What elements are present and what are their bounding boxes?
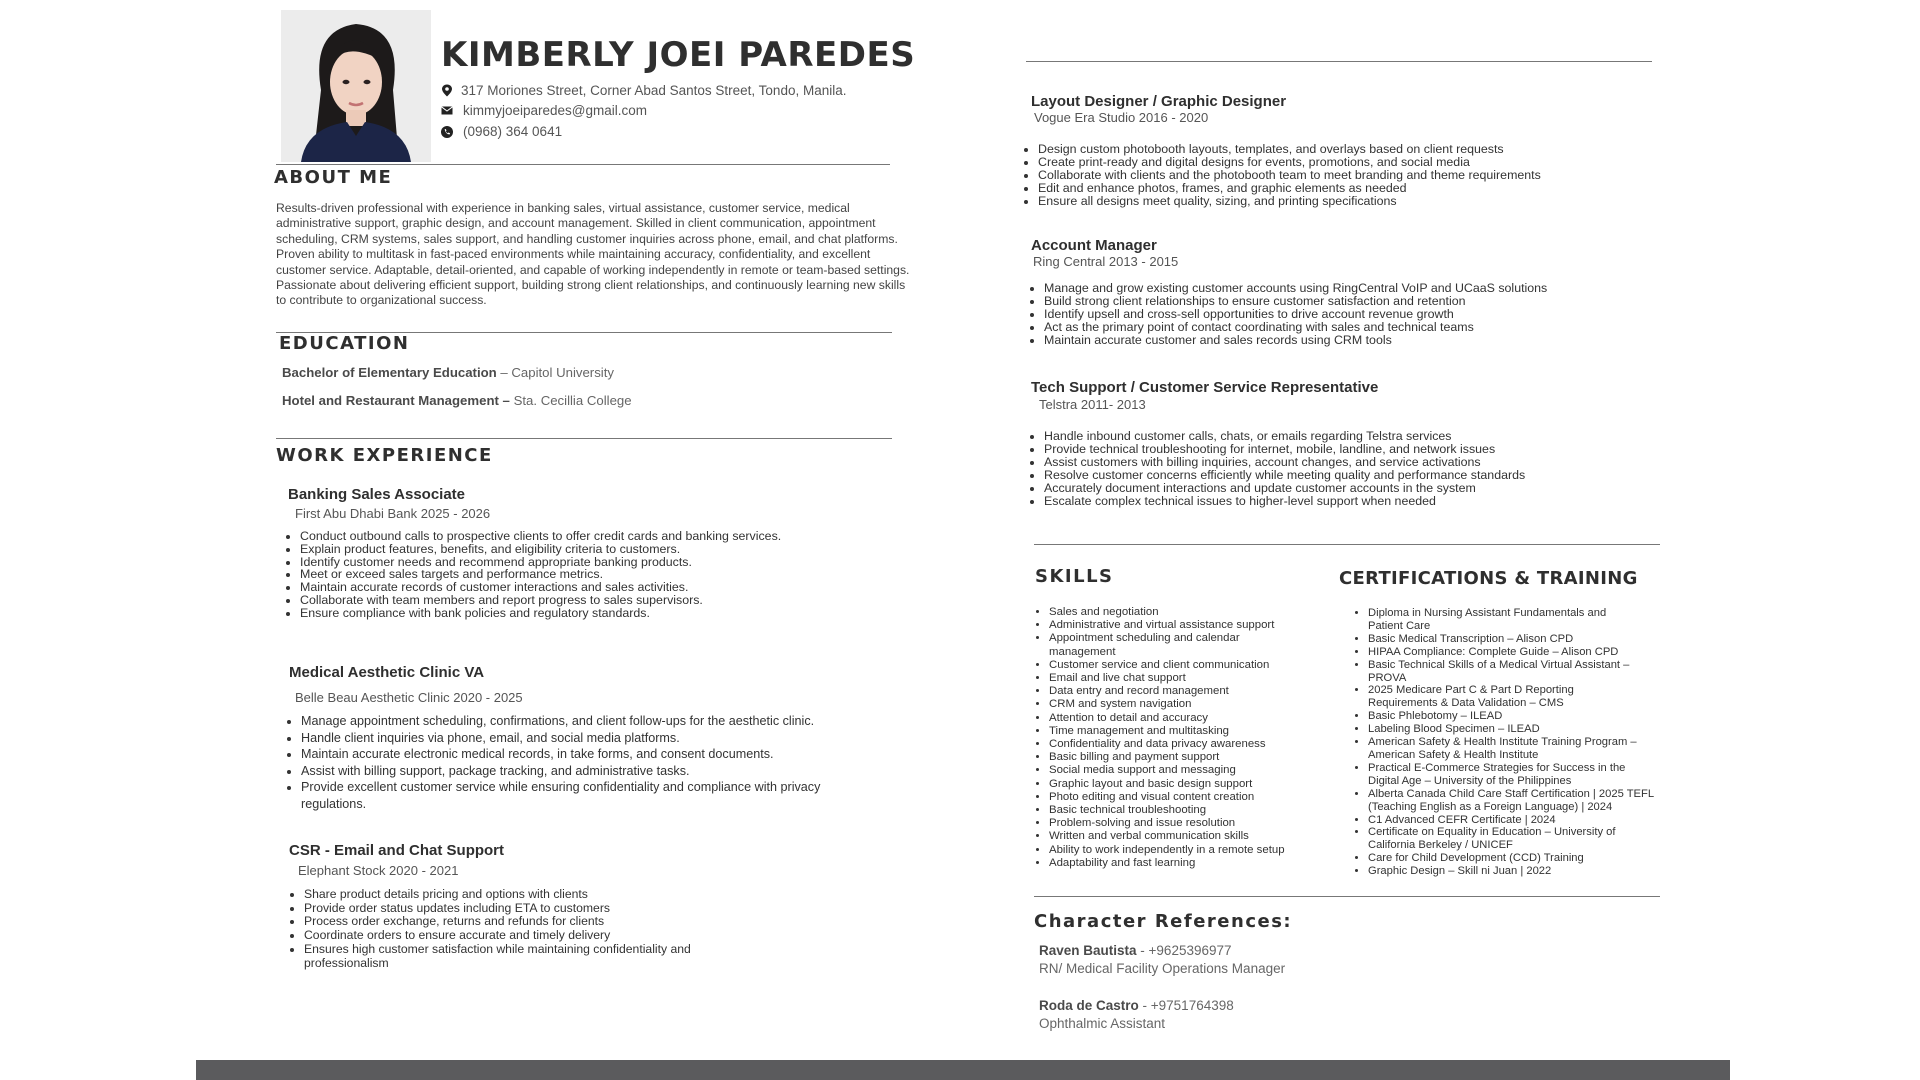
profile-photo <box>281 10 431 162</box>
reference-name <box>1039 943 1232 958</box>
certifications-list <box>1352 607 1672 878</box>
work-heading: WORK EXPERIENCE <box>276 445 493 466</box>
list-item: • Collaborate with team members and report progress to sales supervisors. <box>300 594 918 607</box>
references-heading: Character References: <box>1034 911 1293 932</box>
phone-text: (0968) 364 0641 <box>463 124 563 139</box>
list-item: • Customer service and client communication <box>1049 659 1333 672</box>
contact-address <box>441 83 846 98</box>
list-item: • Social media support and messaging <box>1049 764 1333 777</box>
list-item: • Sales and negotiation <box>1049 606 1333 619</box>
education-item <box>282 393 632 408</box>
job-company: Ring Central 2013 - 2015 <box>1033 254 1179 269</box>
list-item: • Handle inbound customer calls, chats, or emails regarding Telstra services <box>1044 430 1668 443</box>
list-item: • Adaptability and fast learning <box>1049 857 1333 870</box>
references-divider <box>1034 896 1660 897</box>
list-item: • Assist with billing support, package tracking, and administrative tasks. <box>301 763 854 780</box>
job-bullets <box>284 713 854 813</box>
list-item: • Confidentiality and data privacy awareness <box>1049 738 1333 751</box>
list-item: • Provide order status updates including ETA to customers <box>304 902 722 916</box>
job-title: Account Manager <box>1031 237 1157 254</box>
list-item: • Basic Phlebotomy – ILEAD <box>1368 710 1672 723</box>
list-item: • Create print-ready and digital designs for events, promotions, and social media <box>1038 156 1662 169</box>
list-item: • Written and verbal communication skills <box>1049 830 1333 843</box>
list-item: • Handle client inquiries via phone, email, and social media platforms. <box>301 730 854 747</box>
list-item: • Ensure all designs meet quality, sizing, and printing specifications <box>1038 195 1662 208</box>
list-item: • Time management and multitasking <box>1049 725 1333 738</box>
list-item: • HIPAA Compliance: Complete Guide – Alison CPD <box>1368 646 1672 659</box>
list-item: • Identify customer needs and recommend appropriate banking products. <box>300 556 918 569</box>
list-item: • Accurately document interactions and update customer accounts in the system <box>1044 482 1668 495</box>
job-title: Medical Aesthetic Clinic VA <box>289 664 485 681</box>
list-item: • Data entry and record management <box>1049 685 1333 698</box>
job-bullets <box>1028 430 1668 508</box>
list-item: • Ensure compliance with bank policies and regulatory standards. <box>300 607 918 620</box>
reference-role: Ophthalmic Assistant <box>1039 1016 1166 1031</box>
list-item: • CRM and system navigation <box>1049 698 1333 711</box>
list-item: • Edit and enhance photos, frames, and graphic elements as needed <box>1038 182 1662 195</box>
work-divider <box>276 438 892 439</box>
reference-name <box>1039 998 1234 1013</box>
list-item: • Basic billing and payment support <box>1049 751 1333 764</box>
job-company: Belle Beau Aesthetic Clinic 2020 - 2025 <box>295 690 523 705</box>
reference-phone: - +9625396977 <box>1136 943 1232 958</box>
education-heading: EDUCATION <box>279 333 410 354</box>
list-item: • American Safety & Health Institute Training Program – American Safety & Health Institute <box>1368 736 1678 762</box>
job-company: Elephant Stock 2020 - 2021 <box>298 863 459 878</box>
job-bullets <box>282 888 722 970</box>
list-item: • Provide excellent customer service while ensuring confidentiality and compliance with privacy regulations. <box>301 779 854 812</box>
list-item: • Labeling Blood Specimen – ILEAD <box>1368 723 1672 736</box>
list-item: • Act as the primary point of contact coordinating with sales and technical teams <box>1044 321 1668 334</box>
education-degree: Bachelor of Elementary Education <box>282 365 497 380</box>
phone-icon <box>441 126 453 138</box>
list-item: • Share product details pricing and options with clients <box>304 888 722 902</box>
list-item: • Basic Medical Transcription – Alison CPD <box>1368 633 1672 646</box>
list-item: • Conduct outbound calls to prospective clients to offer credit cards and banking services. <box>300 530 918 543</box>
list-item: • Identify upsell and cross-sell opportunities to drive account revenue growth <box>1044 308 1668 321</box>
list-item: • Diploma in Nursing Assistant Fundamentals and Patient Care <box>1368 607 1638 633</box>
profile-photo-icon <box>281 10 431 162</box>
job-title: Layout Designer / Graphic Designer <box>1031 93 1287 110</box>
education-item <box>282 365 614 380</box>
job-company: Vogue Era Studio 2016 - 2020 <box>1034 110 1209 125</box>
list-item: • Ensures high customer satisfaction while maintaining confidentiality and professionalism <box>304 943 722 970</box>
list-item: • Maintain accurate records of customer interactions and sales activities. <box>300 581 918 594</box>
job-title: Tech Support / Customer Service Representative <box>1031 379 1379 396</box>
list-item: • Resolve customer concerns efficiently while meeting quality and performance standards <box>1044 469 1668 482</box>
list-item: • Provide technical troubleshooting for internet, mobile, landline, and network issues <box>1044 443 1668 456</box>
list-item: • Meet or exceed sales targets and performance metrics. <box>300 568 918 581</box>
about-text: Results-driven professional with experience in banking sales, virtual assistance, customer service, medical administrative support, graphic design, and account management. Skilled in client communication, appointment scheduling, CRM systems, sales support, and handling customer inquiries across phone, email, and chat platforms. Proven ability to multitask in fast-paced environments while maintaining accuracy, confidentiality, and excellent customer service. Adaptable, detail-oriented, and capable of working independently in remote or team-based settings. Passionate about delivering efficient support, building strong client relationships, and continuously learning new skills to contribute to organizational success. <box>276 201 910 308</box>
list-item: • Administrative and virtual assistance support <box>1049 619 1333 632</box>
list-item: • Assist customers with billing inquiries, account changes, and service activations <box>1044 456 1668 469</box>
skills-divider <box>1034 544 1660 545</box>
list-item: • Problem-solving and issue resolution <box>1049 817 1333 830</box>
job-title: Banking Sales Associate <box>288 486 466 503</box>
reference-person: Raven Bautista <box>1039 943 1137 958</box>
footer-bar <box>196 1060 1730 1080</box>
list-item: • Ability to work independently in a remote setup <box>1049 844 1333 857</box>
education-degree: Hotel and Restaurant Management – <box>282 393 510 408</box>
job-title: CSR - Email and Chat Support <box>289 842 505 859</box>
mail-icon <box>441 105 453 117</box>
education-school: – Capitol University <box>496 365 614 380</box>
reference-role: RN/ Medical Facility Operations Manager <box>1039 961 1286 976</box>
list-item: • Collaborate with clients and the photobooth team to meet branding and theme requirements <box>1038 169 1662 182</box>
list-item: • C1 Advanced CEFR Certificate | 2024 <box>1368 814 1672 827</box>
skills-heading: SKILLS <box>1035 566 1114 587</box>
list-item: • Basic Technical Skills of a Medical Virtual Assistant – PROVA <box>1368 659 1668 685</box>
list-item: • Maintain accurate customer and sales records using CRM tools <box>1044 334 1668 347</box>
job-bullets <box>278 530 918 620</box>
list-item: • Certificate on Equality in Education – University of California Berkeley / UNICEF <box>1368 826 1658 852</box>
reference-phone: - +9751764398 <box>1138 998 1234 1013</box>
list-item: • Alberta Canada Child Care Staff Certification | 2025 TEFL (Teaching English as a Foreign Language) | 2024 <box>1368 788 1678 814</box>
top-divider <box>1026 61 1652 62</box>
list-item: • Design custom photobooth layouts, templates, and overlays based on client requests <box>1038 143 1662 156</box>
skills-list <box>1033 606 1333 870</box>
list-item: • Email and live chat support <box>1049 672 1333 685</box>
list-item: • Graphic Design – Skill ni Juan | 2022 <box>1368 865 1672 878</box>
education-school: Sta. Cecillia College <box>509 393 632 408</box>
contact-email[interactable] <box>441 103 647 118</box>
list-item: • Explain product features, benefits, and eligibility criteria to customers. <box>300 543 918 556</box>
list-item: • Practical E-Commerce Strategies for Success in the Digital Age – University of the Philippines <box>1368 762 1658 788</box>
job-company: First Abu Dhabi Bank 2025 - 2026 <box>295 506 491 521</box>
list-item: • Process order exchange, returns and refunds for clients <box>304 915 722 929</box>
about-heading: ABOUT ME <box>274 167 393 188</box>
candidate-name: KIMBERLY JOEI PAREDES <box>441 35 916 75</box>
job-bullets <box>1028 282 1668 347</box>
address-text: 317 Moriones Street, Corner Abad Santos Street, Tondo, Manila. <box>461 83 847 98</box>
list-item: • Care for Child Development (CCD) Training <box>1368 852 1672 865</box>
list-item: • Manage appointment scheduling, confirmations, and client follow-ups for the aesthetic clinic. <box>301 713 854 730</box>
list-item: • Appointment scheduling and calendar management <box>1049 632 1279 658</box>
about-divider <box>276 164 890 165</box>
list-item: • Manage and grow existing customer accounts using RingCentral VoIP and UCaaS solutions <box>1044 282 1668 295</box>
list-item: • Build strong client relationships to ensure customer satisfaction and retention <box>1044 295 1668 308</box>
list-item: • Attention to detail and accuracy <box>1049 712 1333 725</box>
list-item: • Photo editing and visual content creation <box>1049 791 1333 804</box>
job-company: Telstra 2011- 2013 <box>1039 397 1146 412</box>
list-item: • 2025 Medicare Part C & Part D Reporting Requirements & Data Validation – CMS <box>1368 684 1638 710</box>
list-item: • Maintain accurate electronic medical records, in take forms, and consent documents. <box>301 746 854 763</box>
email-text: kimmyjoeiparedes@gmail.com <box>463 103 648 118</box>
contact-phone[interactable] <box>441 124 562 139</box>
list-item: • Escalate complex technical issues to higher-level support when needed <box>1044 495 1668 508</box>
list-item: • Basic technical troubleshooting <box>1049 804 1333 817</box>
reference-person: Roda de Castro <box>1039 998 1139 1013</box>
job-bullets <box>1022 143 1662 208</box>
certifications-heading: CERTIFICATIONS & TRAINING <box>1339 568 1638 589</box>
location-pin-icon <box>441 85 453 97</box>
list-item: • Coordinate orders to ensure accurate and timely delivery <box>304 929 722 943</box>
list-item: • Graphic layout and basic design support <box>1049 778 1333 791</box>
